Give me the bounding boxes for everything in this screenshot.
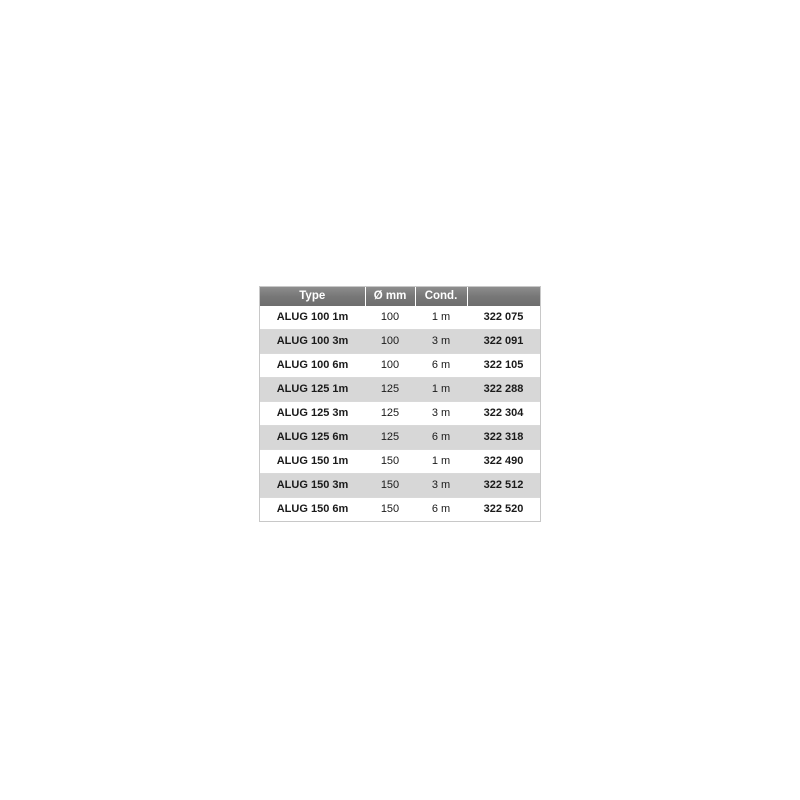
cell-diameter: 100 [365,306,415,330]
cell-cond: 1 m [415,450,467,474]
cell-diameter: 125 [365,378,415,402]
cell-type: ALUG 125 3m [260,402,365,426]
cell-type: ALUG 125 6m [260,426,365,450]
cell-type: ALUG 100 6m [260,354,365,378]
cell-cond: 3 m [415,402,467,426]
table-row [260,450,540,474]
cell-code: 322 091 [467,330,540,354]
cell-diameter: 100 [365,330,415,354]
table-row [260,498,540,522]
column-header-diameter: Ø mm [365,287,415,306]
table-row [260,426,540,450]
cell-diameter: 150 [365,498,415,522]
cell-cond: 1 m [415,378,467,402]
cell-type: ALUG 150 3m [260,474,365,498]
table-header [260,287,540,306]
table-row [260,354,540,378]
cell-code: 322 490 [467,450,540,474]
column-header-code [467,287,540,306]
table-row [260,330,540,354]
table-body [260,306,540,521]
spec-table [260,287,540,521]
cell-code: 322 075 [467,306,540,330]
cell-cond: 6 m [415,498,467,522]
cell-diameter: 100 [365,354,415,378]
cell-code: 322 318 [467,426,540,450]
cell-cond: 6 m [415,354,467,378]
table-row [260,378,540,402]
cell-code: 322 304 [467,402,540,426]
column-header-cond: Cond. [415,287,467,306]
cell-type: ALUG 150 1m [260,450,365,474]
cell-type: ALUG 100 3m [260,330,365,354]
cell-type: ALUG 100 1m [260,306,365,330]
product-spec-table [259,286,541,522]
table-row [260,306,540,330]
cell-cond: 3 m [415,474,467,498]
table-row [260,402,540,426]
header-row [260,287,540,306]
column-header-type: Type [260,287,365,306]
cell-code: 322 512 [467,474,540,498]
cell-cond: 1 m [415,306,467,330]
cell-code: 322 105 [467,354,540,378]
cell-diameter: 125 [365,402,415,426]
cell-diameter: 150 [365,474,415,498]
cell-diameter: 125 [365,426,415,450]
cell-type: ALUG 125 1m [260,378,365,402]
cell-cond: 6 m [415,426,467,450]
cell-cond: 3 m [415,330,467,354]
cell-diameter: 150 [365,450,415,474]
cell-code: 322 288 [467,378,540,402]
cell-type: ALUG 150 6m [260,498,365,522]
table-row [260,474,540,498]
cell-code: 322 520 [467,498,540,522]
